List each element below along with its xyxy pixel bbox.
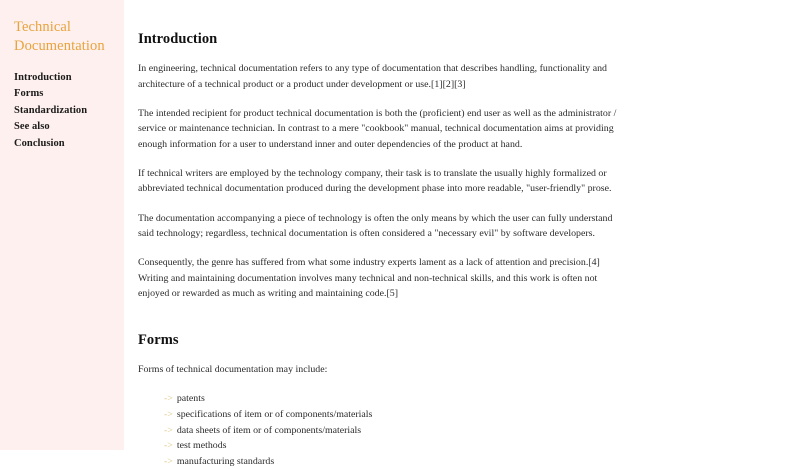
paragraph: If technical writers are employed by the technology company, their task is to translate the usually highly formalized or abbreviated technical documentation produced during the development phase into more readable, "user-friendly" prose.	[138, 168, 612, 195]
sidebar-item-conclusion[interactable]: Conclusion	[14, 137, 65, 149]
main-content	[124, 0, 800, 467]
sidebar	[0, 0, 124, 450]
paragraph: The intended recipient for product technical documentation is both the (proficient) end user as well as the administrator / service or maintenance technician. In contrast to a mere "cookbook" manual, technical documentation aims at providing enough information for a user to understand inner and outer dependencies of the product at hand.	[138, 108, 617, 150]
section-forms	[138, 332, 630, 469]
forms-list	[138, 391, 630, 469]
list-item-label: data sheets of item or of components/materials	[176, 424, 362, 436]
sidebar-item-standardization[interactable]: Standardization	[14, 104, 88, 116]
sidebar-item-introduction[interactable]: Introduction	[14, 71, 72, 83]
section-heading-forms: Forms	[138, 331, 179, 348]
list-item	[164, 454, 630, 469]
arrow-marker-icon: ->	[164, 408, 173, 420]
list-item-label: specifications of item or of components/materials	[176, 408, 373, 420]
list-item-label: manufacturing standards	[176, 455, 275, 467]
arrow-marker-icon: ->	[164, 455, 173, 467]
paragraph: Forms of technical documentation may include:	[138, 363, 328, 375]
list-item	[164, 407, 630, 423]
list-item	[164, 391, 630, 407]
section-spacer	[138, 302, 630, 332]
section-introduction	[138, 31, 630, 302]
sidebar-nav	[14, 73, 114, 156]
site-title: Technical Documentation	[14, 19, 105, 55]
arrow-marker-icon: ->	[164, 440, 173, 452]
section-heading-introduction: Introduction	[138, 31, 218, 47]
arrow-marker-icon: ->	[164, 393, 173, 405]
arrow-marker-icon: ->	[164, 424, 173, 436]
paragraph: Consequently, the genre has suffered from what some industry experts lament as a lack of attention and precision.[4] Writing and maintaining documentation involves many technical and non-technical skills, and this work is often not enjoyed or rewarded as much as writing and maintaining code.[5]	[138, 257, 600, 300]
list-item	[164, 438, 630, 454]
paragraph: In engineering, technical documentation refers to any type of documentation that describes handling, functionality and architecture of a technical product or a product under development or use.[1][2][3]	[138, 63, 607, 90]
sidebar-item-forms[interactable]: Forms	[14, 88, 44, 100]
list-item-label: test methods	[176, 440, 227, 452]
list-item-label: patents	[176, 393, 205, 405]
sidebar-item-see-also[interactable]: See also	[14, 121, 50, 133]
list-item	[164, 423, 630, 439]
paragraph: The documentation accompanying a piece of technology is often the only means by which the user can fully understand said technology; regardless, technical documentation is often considered a "necessary evil" by software developers.	[138, 212, 613, 240]
